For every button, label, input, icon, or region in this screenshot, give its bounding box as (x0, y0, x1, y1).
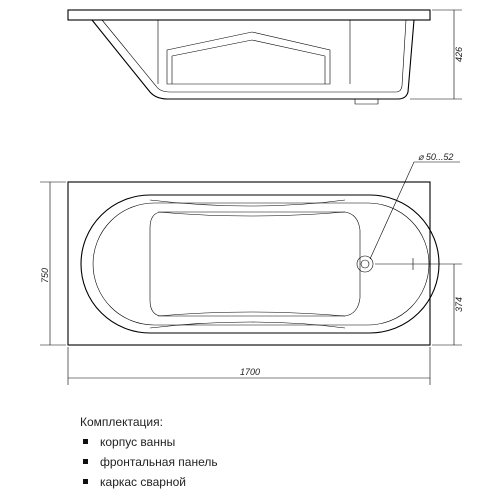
bullet-icon (83, 439, 88, 444)
side-view-shell-inner (102, 20, 406, 92)
kit-list (80, 432, 218, 492)
kit-item-label: каркас сварной (100, 475, 186, 489)
top-view-outline (68, 182, 430, 345)
side-view-drain (355, 99, 378, 104)
list-item (80, 472, 218, 492)
top-view (40, 152, 464, 385)
side-view-panel (158, 20, 350, 84)
side-view-shell (92, 20, 414, 99)
drain-diameter-label: ⌀ 50...52 (418, 152, 454, 162)
list-item (80, 452, 218, 472)
bullet-icon (83, 459, 88, 464)
outlet-offset-dimension-label: 374 (454, 296, 464, 312)
side-view-rim (68, 10, 430, 20)
kit-item-label: фронтальная панель (100, 455, 218, 469)
side-view-panel-inner (172, 40, 325, 84)
height-dimension-label: 426 (454, 46, 464, 62)
side-view (68, 10, 464, 104)
kit-item-label: корпус ванны (100, 435, 176, 449)
length-dimension-line (68, 347, 430, 385)
width-dimension-label: 750 (40, 267, 50, 283)
drain-leader-line (370, 162, 460, 259)
kit-contents (80, 412, 218, 492)
bullet-icon (83, 479, 88, 484)
length-dimension-label: 1700 (240, 367, 261, 377)
width-dimension-line (40, 182, 66, 345)
top-view-armrest-bottom (150, 312, 345, 328)
kit-title: Комплектация: (80, 415, 163, 429)
top-view-floor (150, 212, 360, 316)
list-item (80, 432, 218, 452)
top-view-armrest-top (150, 200, 345, 216)
drain-inner (361, 260, 369, 268)
outlet-offset-dimension-line (375, 264, 462, 345)
